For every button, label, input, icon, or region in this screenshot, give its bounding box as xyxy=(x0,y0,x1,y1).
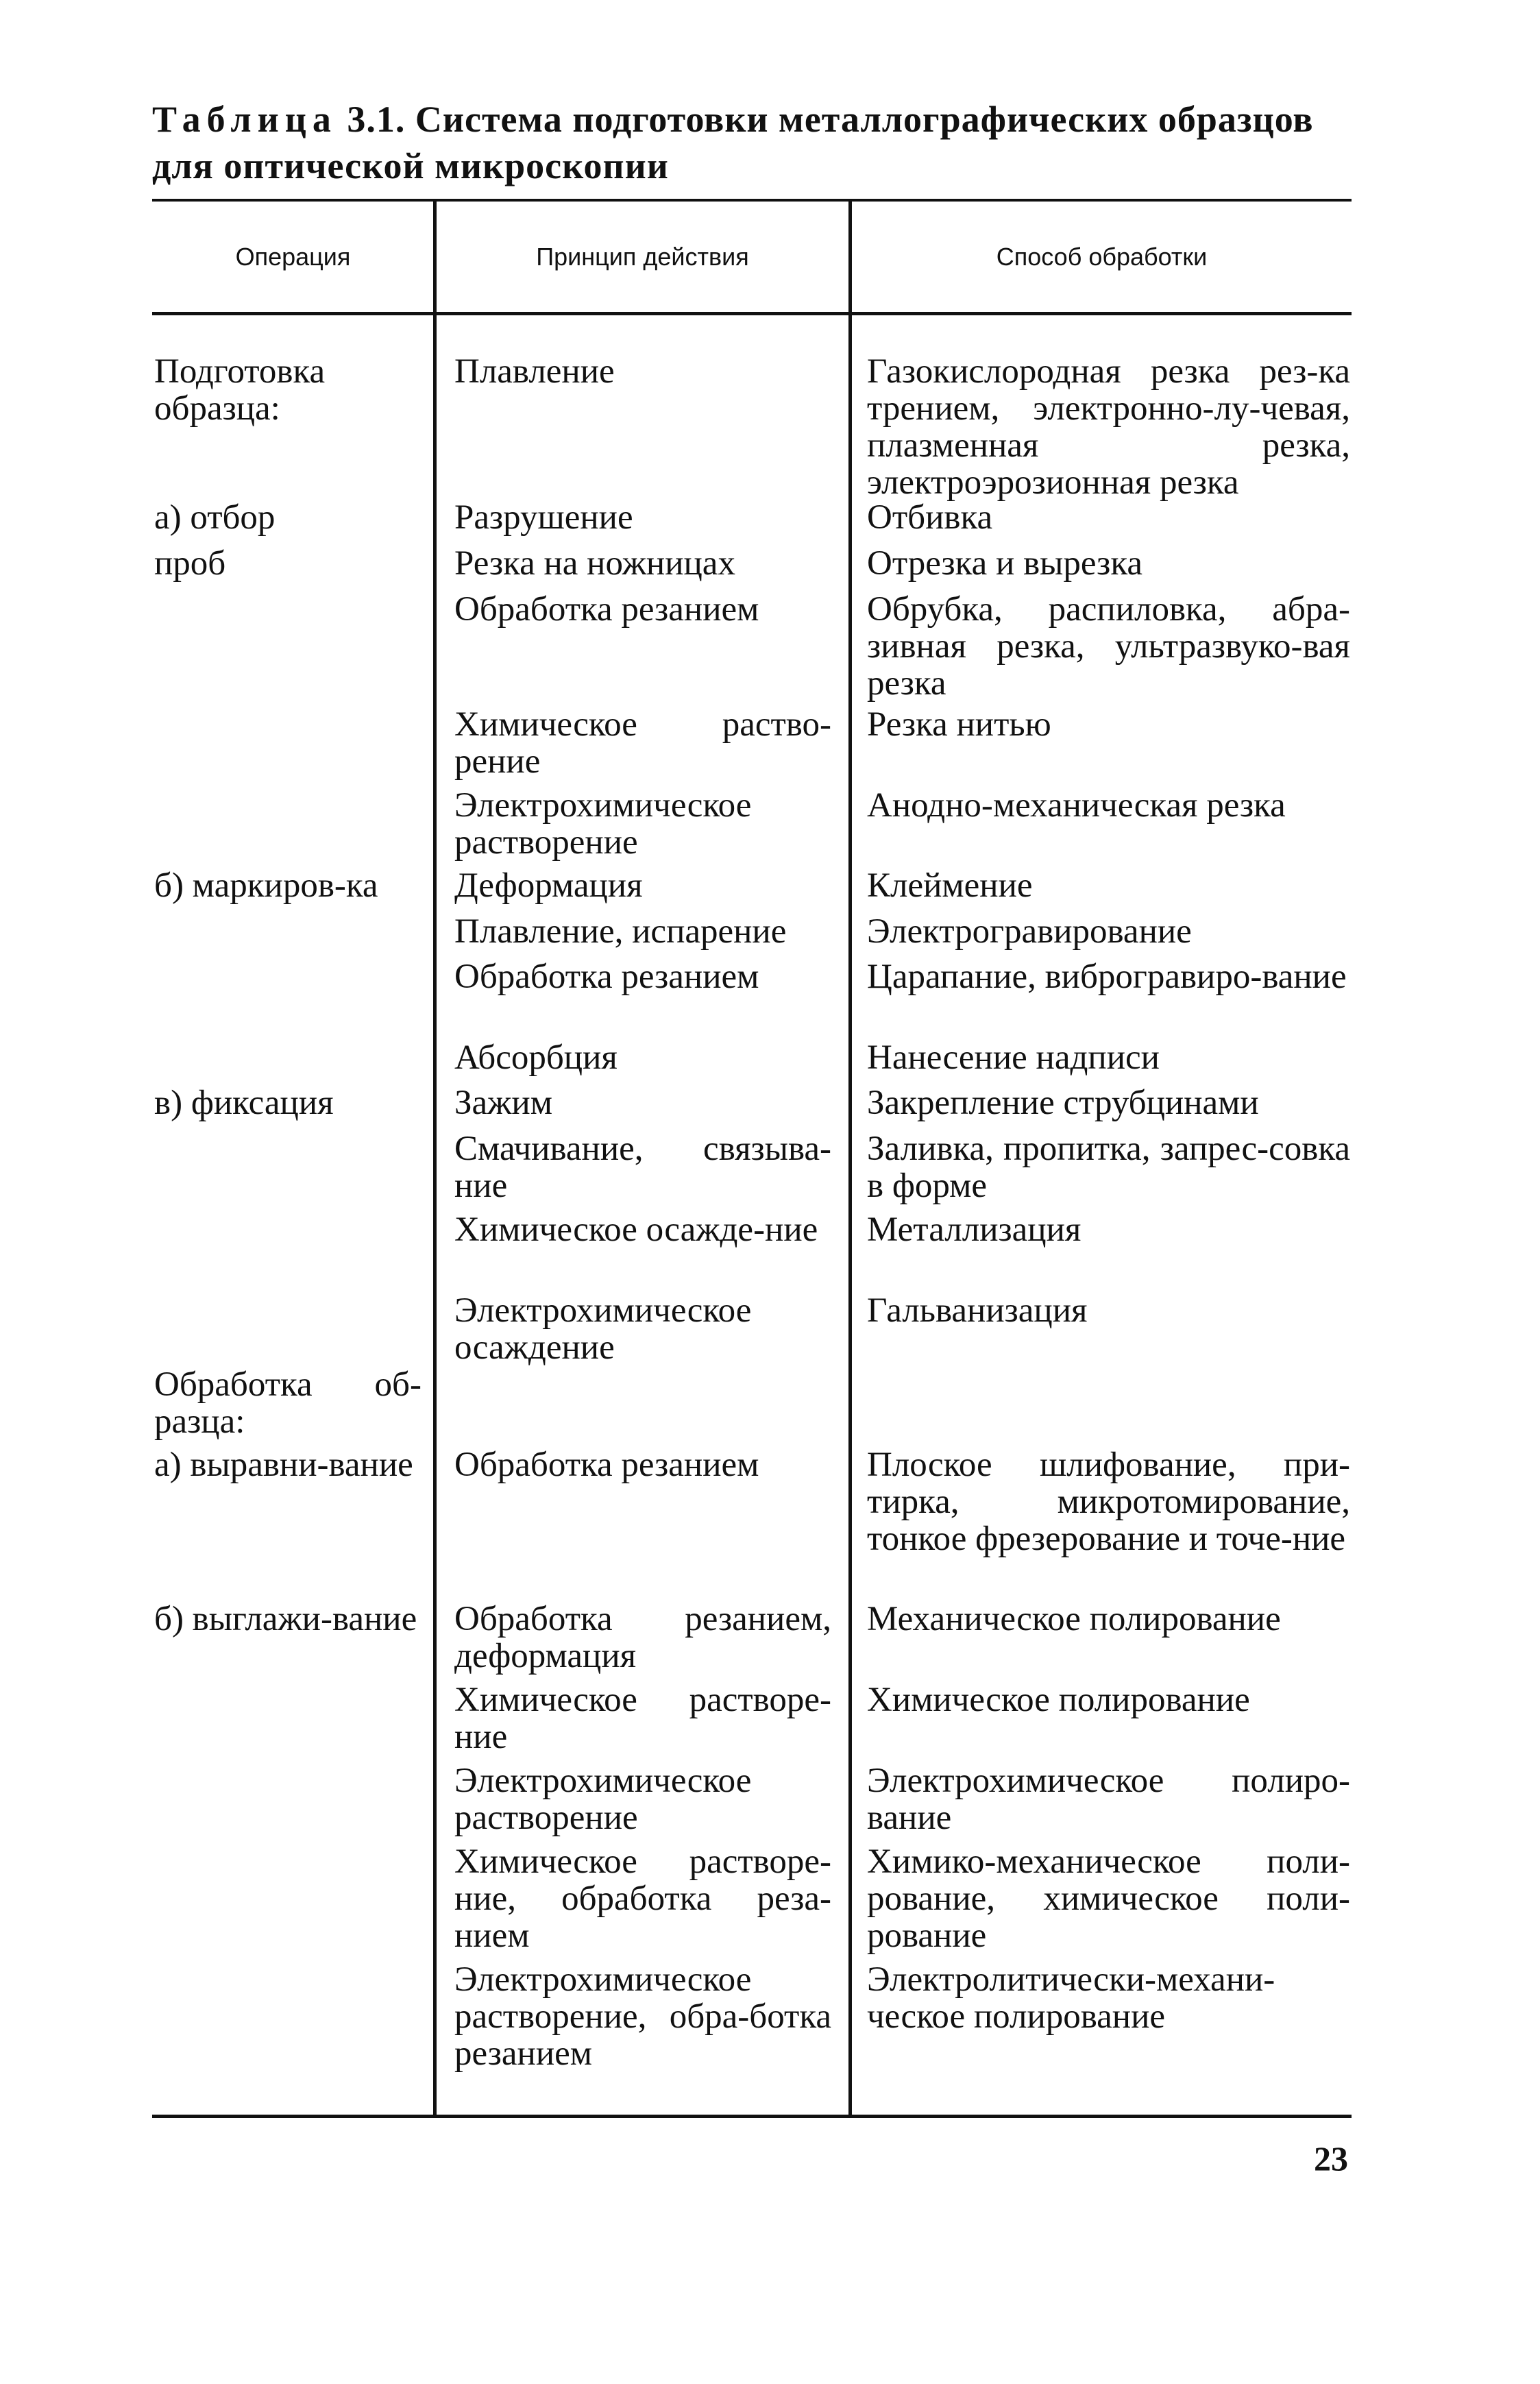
table-label: Таблица xyxy=(152,99,337,140)
table-number: 3.1. xyxy=(347,99,406,140)
cell-method-2: Отрезка и вырезка xyxy=(867,544,1142,583)
table-title-line2: для оптической микроскопии xyxy=(152,145,669,186)
cell-method-4: Резка нитью xyxy=(867,705,1051,744)
cell-operation-2: проб xyxy=(154,544,226,583)
cell-operation-0: Подготовка образца: xyxy=(154,352,326,428)
cell-method-19: Химико-механическое поли-рование, химическое поли-рование xyxy=(867,1842,1350,1955)
cell-principle-2: Резка на ножницах xyxy=(454,544,735,583)
cell-method-10: Закрепление струбцинами xyxy=(867,1084,1259,1122)
cell-principle-1: Разрушение xyxy=(454,498,633,537)
cell-operation-10: в) фиксация xyxy=(154,1084,334,1122)
cell-principle-15: Обработка резанием xyxy=(454,1446,759,1484)
cell-method-15: Плоское шлифование, при-тирка, микротомирование, тонкое фрезерование и точе-ние xyxy=(867,1446,1350,1558)
cell-principle-13: Электрохимическое осаждение xyxy=(454,1291,752,1367)
cell-method-7: Электрогравирование xyxy=(867,912,1192,951)
cell-principle-8: Обработка резанием xyxy=(454,958,759,996)
cell-method-5: Анодно-механическая резка xyxy=(867,786,1286,825)
cell-method-1: Отбивка xyxy=(867,498,993,537)
page-number: 23 xyxy=(1314,2139,1348,2178)
cell-method-13: Гальванизация xyxy=(867,1291,1088,1330)
cell-method-16: Механическое полирование xyxy=(867,1600,1281,1638)
cell-operation-15: а) выравни-вание xyxy=(154,1446,413,1484)
cell-principle-6: Деформация xyxy=(454,866,643,905)
cell-principle-7: Плавление, испарение xyxy=(454,912,787,951)
cell-principle-0: Плавление xyxy=(454,352,615,391)
cell-principle-19: Химическое растворе-ние, обработка реза-нием xyxy=(454,1842,831,1955)
cell-principle-10: Зажим xyxy=(454,1084,552,1122)
cell-principle-4: Химическое раство-рение xyxy=(454,705,831,781)
cell-operation-16: б) выглажи-вание xyxy=(154,1600,417,1638)
cell-operation-14: Обработка об-разца: xyxy=(154,1365,421,1441)
cell-method-20: Электролитически-механи-ческое полирование xyxy=(867,1960,1275,2036)
cell-method-3: Обрубка, распиловка, абра-зивная резка, ультразвуко-вая резка xyxy=(867,590,1350,703)
header-operation: Операция xyxy=(235,243,351,271)
cell-method-17: Химическое полирование xyxy=(867,1681,1250,1719)
cell-method-0: Газокислородная резка рез-ка трением, электронно-лу-чевая, плазменная резка, электроэрозионная резка xyxy=(867,352,1350,502)
cell-principle-3: Обработка резанием xyxy=(454,590,759,629)
cell-method-9: Нанесение надписи xyxy=(867,1038,1160,1077)
header-top-rule xyxy=(152,199,1352,202)
header-bottom-rule xyxy=(152,312,1352,315)
cell-method-8: Царапание, виброгравиро-вание xyxy=(867,958,1347,996)
cell-method-18: Электрохимическое полиро-вание xyxy=(867,1762,1350,1837)
cell-operation-6: б) маркиров-ка xyxy=(154,866,378,905)
cell-principle-5: Электрохимическое растворение xyxy=(454,786,752,862)
cell-principle-9: Абсорбция xyxy=(454,1038,618,1077)
cell-operation-1: а) отбор xyxy=(154,498,276,537)
header-method: Способ обработки xyxy=(996,243,1208,271)
column-divider-1 xyxy=(433,200,437,2116)
cell-principle-18: Электрохимическое растворение xyxy=(454,1762,752,1837)
table-title xyxy=(152,96,1358,189)
cell-principle-12: Химическое осажде-ние xyxy=(454,1211,818,1249)
cell-principle-17: Химическое растворе-ние xyxy=(454,1681,831,1756)
column-divider-2 xyxy=(848,200,852,2116)
header-principle: Принцип действия xyxy=(536,243,749,271)
cell-method-6: Клеймение xyxy=(867,866,1033,905)
table-bottom-rule xyxy=(152,2115,1352,2118)
table-title-text: Система подготовки металлографических образцов xyxy=(415,99,1314,140)
cell-principle-20: Электрохимическое растворение, обра-ботка резанием xyxy=(454,1960,831,2073)
cell-method-11: Заливка, пропитка, запрес-совка в форме xyxy=(867,1130,1350,1205)
cell-method-12: Металлизация xyxy=(867,1211,1081,1249)
cell-principle-16: Обработка резанием, деформация xyxy=(454,1600,831,1675)
cell-principle-11: Смачивание, связыва-ние xyxy=(454,1130,831,1205)
